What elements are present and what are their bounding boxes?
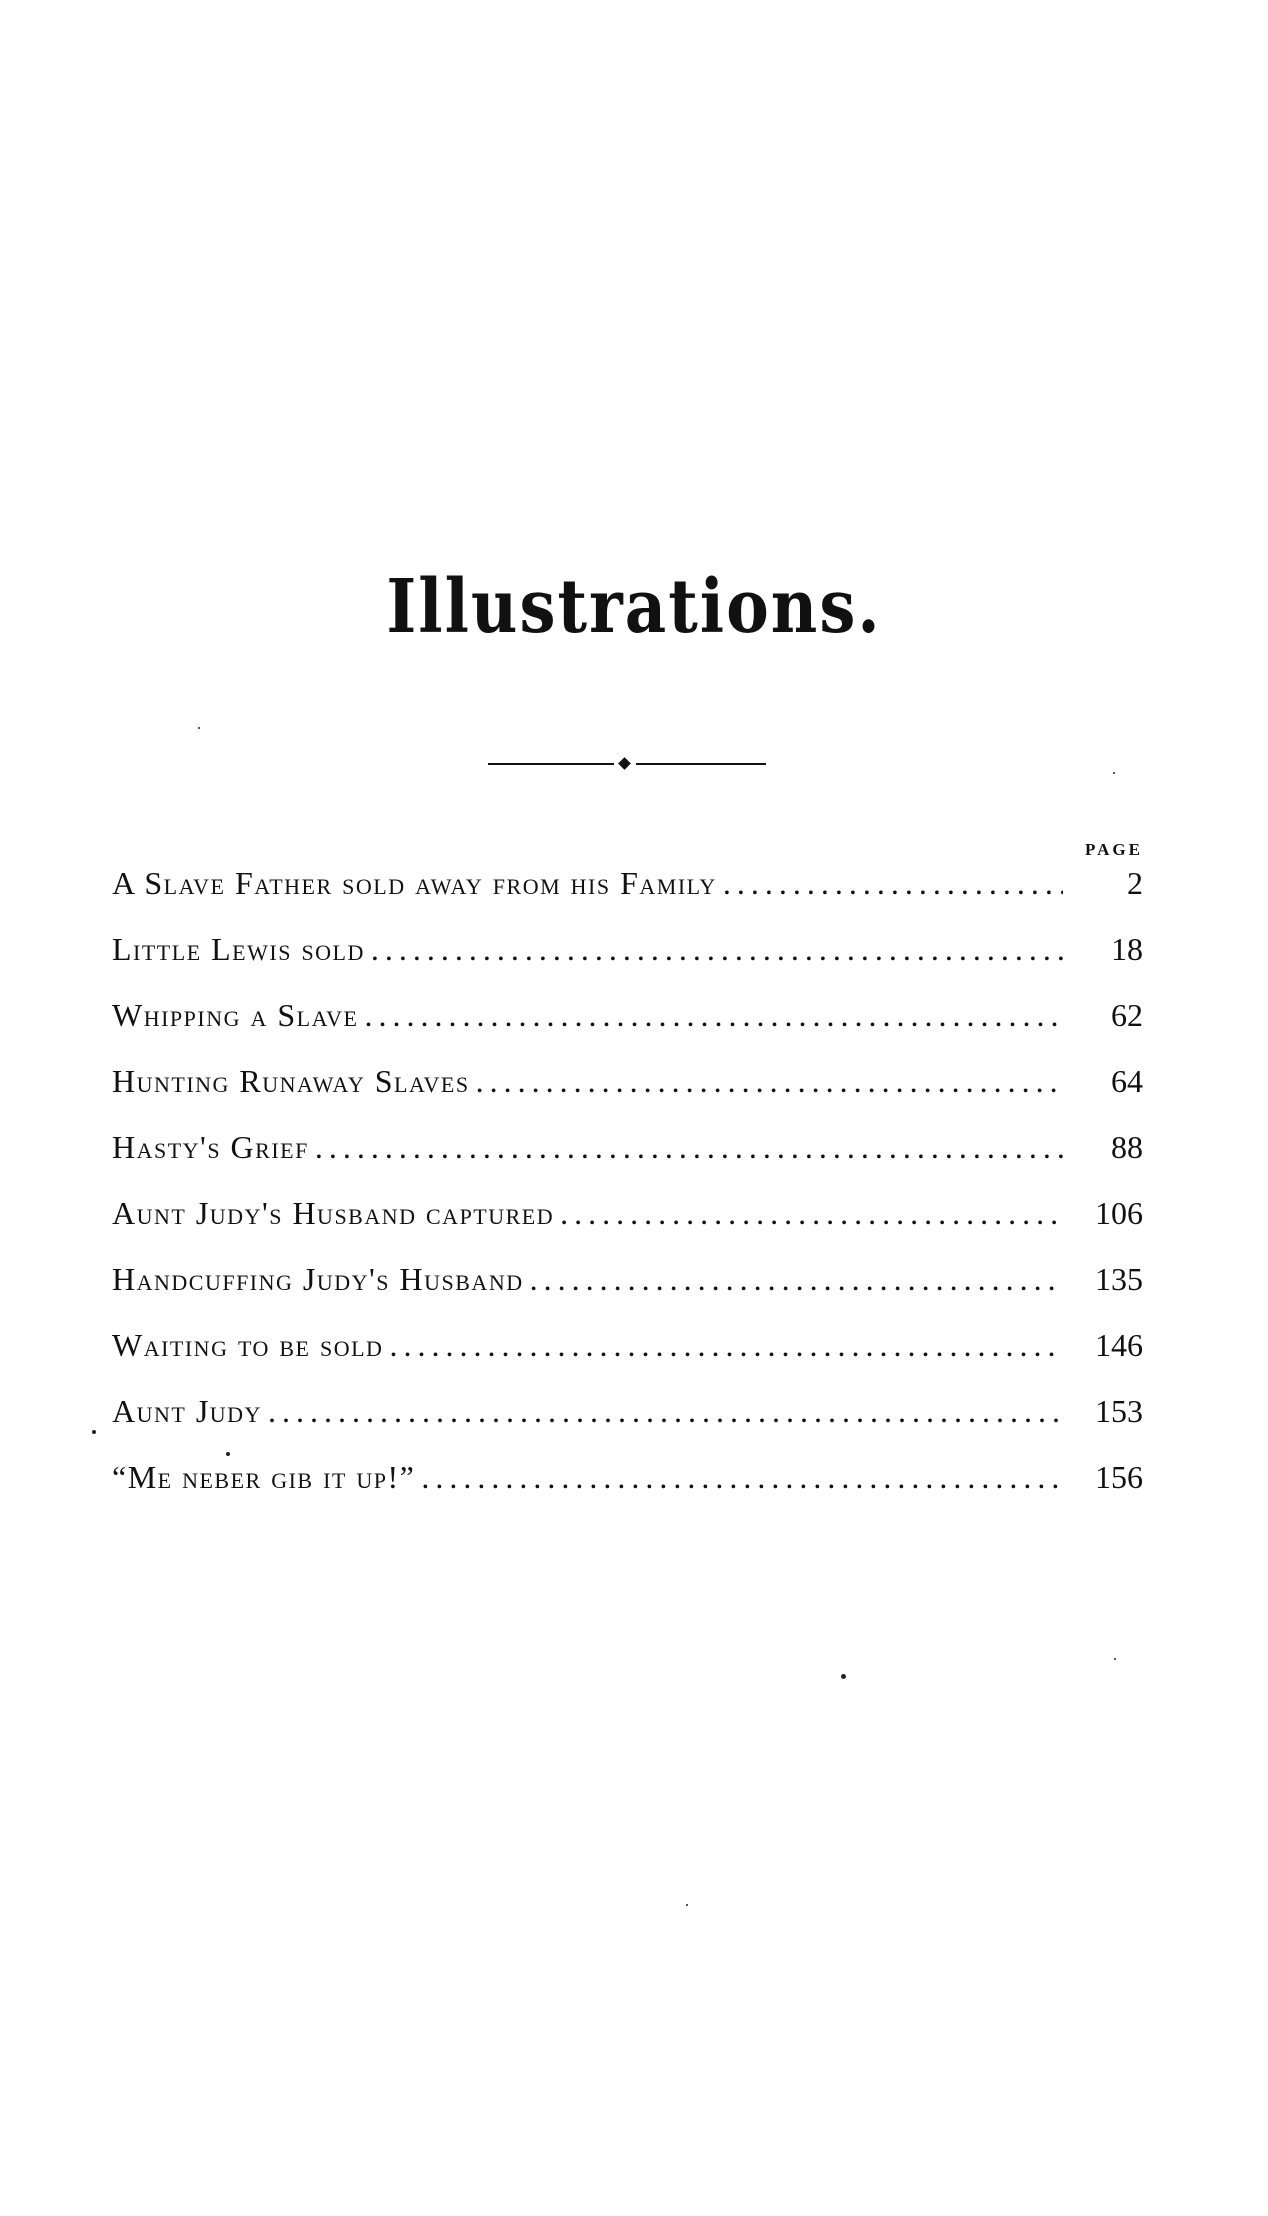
list-item — [112, 1327, 1143, 1393]
entry-page-number: 153 — [1095, 1393, 1143, 1429]
divider-line-left — [488, 763, 614, 765]
list-item — [112, 1129, 1143, 1195]
dot-leader — [315, 1129, 1063, 1166]
entry-title: Hunting Runaway Slaves — [112, 1063, 470, 1099]
list-item — [112, 1459, 1143, 1525]
dot-leader — [365, 997, 1064, 1034]
entry-page-number: 2 — [1127, 865, 1143, 901]
entry-page-number: 135 — [1095, 1261, 1143, 1297]
list-item — [112, 1261, 1143, 1327]
ink-speck — [1113, 772, 1115, 774]
ink-speck — [226, 1452, 230, 1456]
entry-title: “Me neber gib it up!” — [112, 1459, 416, 1495]
entry-page-number: 64 — [1111, 1063, 1143, 1099]
entry-page-number: 18 — [1111, 931, 1143, 967]
dot-leader — [530, 1261, 1063, 1298]
dot-leader — [268, 1393, 1063, 1430]
entry-title: Aunt Judy's Husband captured — [112, 1195, 555, 1231]
list-item — [112, 931, 1143, 997]
ink-speck — [1114, 1658, 1116, 1660]
entry-title: Handcuffing Judy's Husband — [112, 1261, 524, 1297]
ink-speck — [92, 1430, 96, 1434]
entry-page-number: 88 — [1111, 1129, 1143, 1165]
dot-leader — [723, 865, 1063, 902]
entry-page-number: 156 — [1095, 1459, 1143, 1495]
ornamental-divider — [488, 758, 766, 770]
list-item — [112, 1063, 1143, 1129]
illustrations-list — [112, 865, 1143, 1525]
entry-page-number: 106 — [1095, 1195, 1143, 1231]
ink-speck — [198, 727, 200, 729]
dot-leader — [560, 1195, 1063, 1232]
list-item — [112, 865, 1143, 931]
ink-speck — [686, 1904, 688, 1906]
dot-leader — [476, 1063, 1063, 1100]
dot-leader — [389, 1327, 1063, 1364]
entry-title: Hasty's Grief — [112, 1129, 309, 1165]
list-item — [112, 1195, 1143, 1261]
entry-title: Whipping a Slave — [112, 997, 359, 1033]
list-item — [112, 997, 1143, 1063]
entry-page-number: 146 — [1095, 1327, 1143, 1363]
dot-leader — [421, 1459, 1063, 1496]
entry-page-number: 62 — [1111, 997, 1143, 1033]
list-item — [112, 1393, 1143, 1459]
ink-speck — [841, 1674, 846, 1679]
page-title: Illustrations. — [386, 564, 882, 651]
page-column-label: PAGE — [1085, 840, 1143, 859]
entry-title: Aunt Judy — [112, 1393, 262, 1429]
divider-line-right — [636, 763, 766, 765]
entry-title: Waiting to be sold — [112, 1327, 384, 1363]
diamond-ornament-icon — [618, 757, 631, 770]
entry-title: A Slave Father sold away from his Family — [112, 865, 717, 901]
dot-leader — [371, 931, 1063, 968]
entry-title: Little Lewis sold — [112, 931, 365, 967]
